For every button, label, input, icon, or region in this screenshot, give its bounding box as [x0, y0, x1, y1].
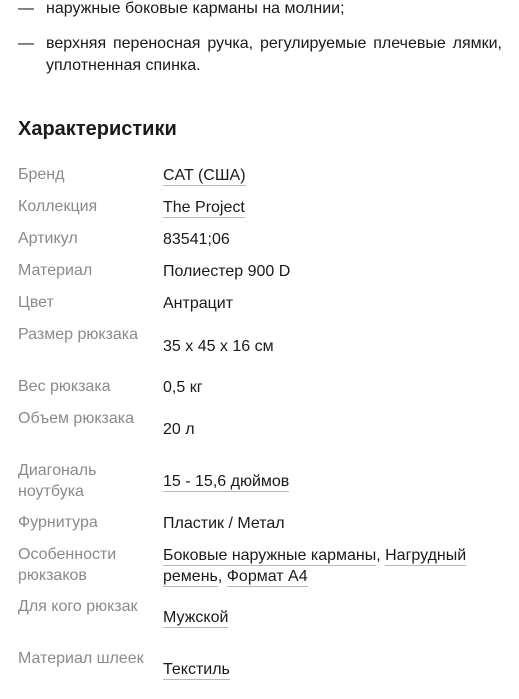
spec-link-laptop-size[interactable]: 15 - 15,6 дюймов: [163, 473, 290, 490]
spec-label: Особенности рюкзаков: [18, 546, 117, 584]
link-separator: ,: [376, 547, 386, 564]
spec-value: 83541;06: [163, 231, 230, 248]
bullet-dash: —: [18, 35, 34, 52]
spec-label: Диагональ ноутбука: [18, 462, 97, 500]
link-separator: ,: [217, 568, 227, 585]
spec-label: Цвет: [18, 294, 54, 311]
feature-text: верхняя переносная ручка, регулируемые плечевые лямки, уплотненная спинка.: [46, 35, 502, 74]
spec-label: Коллекция: [18, 198, 98, 215]
spec-value: 20 л: [163, 421, 195, 438]
spec-link-brand[interactable]: CAT (США): [163, 167, 246, 184]
feature-text: наружные боковые карманы на молнии;: [46, 0, 345, 17]
spec-link-strap-material[interactable]: Текстиль: [163, 661, 230, 678]
spec-value: Антрацит: [163, 295, 234, 312]
feature-item: [18, 33, 502, 77]
spec-link-side-pockets[interactable]: Боковые наружные карманы: [163, 547, 377, 564]
spec-link-chest-strap[interactable]: Нагрудный ремень: [163, 547, 467, 585]
spec-link-collection[interactable]: The Project: [163, 199, 245, 216]
spec-label: Артикул: [18, 230, 78, 247]
spec-value: [163, 197, 502, 218]
spec-value: [163, 165, 502, 186]
spec-value: [163, 607, 502, 628]
section-title: Характеристики: [18, 118, 177, 140]
spec-label: Размер рюкзака: [18, 326, 138, 343]
spec-value: [163, 471, 502, 492]
spec-label: Для кого рюкзак: [18, 598, 138, 615]
spec-value: Полиестер 900 D: [163, 263, 291, 280]
spec-link-gender[interactable]: Мужской: [163, 609, 229, 626]
feature-item: [18, 0, 502, 20]
bullet-dash: —: [18, 0, 34, 17]
spec-value: 0,5 кг: [163, 379, 203, 396]
spec-value: [163, 659, 502, 680]
spec-label: Бренд: [18, 166, 65, 183]
spec-value: 35 x 45 x 16 см: [163, 338, 274, 355]
spec-value: Пластик / Метал: [163, 515, 285, 532]
spec-label: Объем рюкзака: [18, 410, 134, 427]
spec-label: Материал: [18, 262, 93, 279]
spec-link-a4-format[interactable]: Формат А4: [226, 568, 308, 585]
spec-label: Материал шлеек: [18, 650, 144, 667]
feature-list: [18, 0, 502, 77]
spec-value: [163, 545, 502, 587]
spec-label: Вес рюкзака: [18, 378, 111, 395]
spec-label: Фурнитура: [18, 514, 98, 531]
